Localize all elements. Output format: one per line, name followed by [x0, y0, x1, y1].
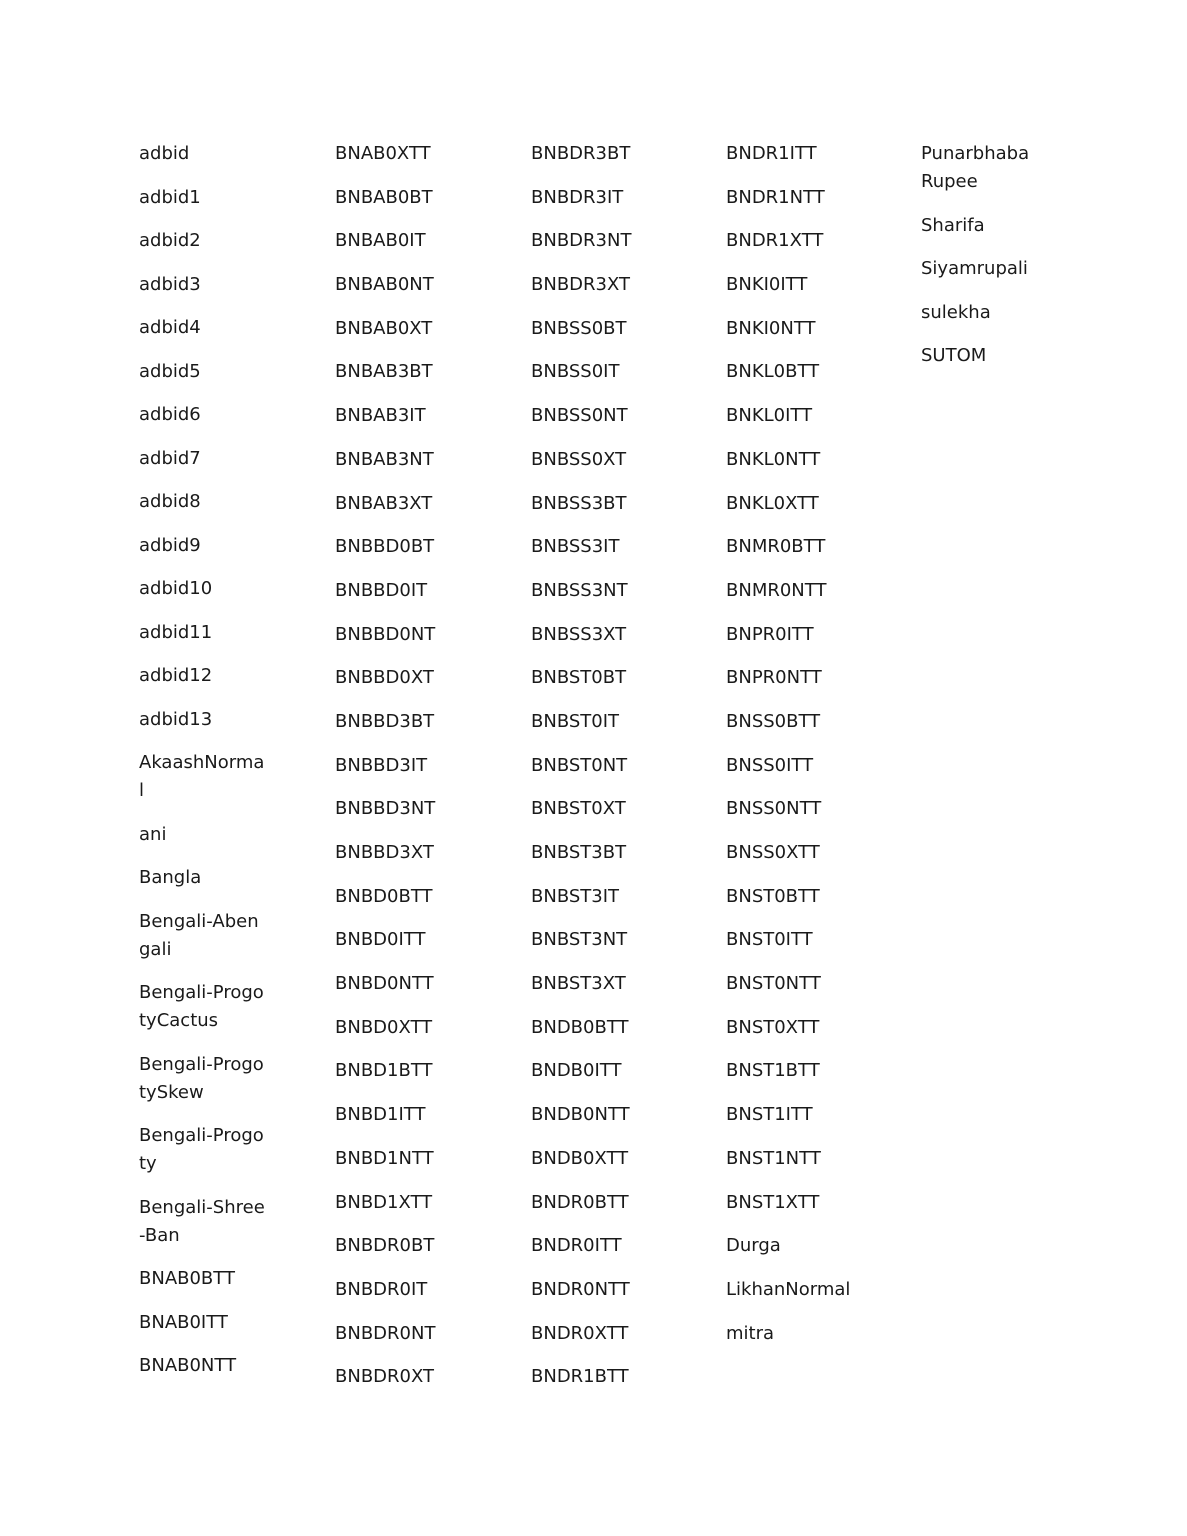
font-name-item: BNDR0ITT [531, 1235, 622, 1257]
font-name-item: BNKI0ITT [726, 274, 808, 296]
font-name-item: BNBAB3IT [335, 405, 426, 427]
font-name-item: adbid3 [139, 273, 201, 295]
font-name-item: BNST1XTT [726, 1191, 820, 1213]
font-name-item: BNBST0BT [531, 667, 627, 689]
font-name-item: BNST0BTT [726, 885, 820, 907]
font-name-item: BNMR0NTT [726, 579, 827, 601]
font-name-item: BNBSS3NT [531, 579, 628, 601]
font-name-item: LikhanNormal [726, 1278, 851, 1300]
font-name-item: BNBBD0BT [335, 536, 435, 558]
font-name-item: BNKI0NTT [726, 317, 816, 339]
font-name-item: BNAB0ITT [139, 1311, 228, 1333]
font-name-item: BNDB0ITT [531, 1060, 622, 1082]
font-name-item: BNBAB3XT [335, 492, 433, 514]
font-name-item: AkaashNormal [139, 752, 265, 801]
font-name-item: BNBDR3IT [531, 186, 624, 208]
font-name-item: BNBST0IT [531, 710, 620, 732]
font-name-item: BNBD1XTT [335, 1191, 433, 1213]
font-name-item: BNKL0NTT [726, 448, 821, 470]
font-name-item: adbid [139, 143, 190, 164]
font-name-item: BNBBD0NT [335, 623, 436, 645]
font-column-1 [139, 140, 267, 1396]
font-name-item: BNKL0XTT [726, 492, 819, 514]
font-name-item: BNBAB3NT [335, 448, 434, 470]
font-name-item: BNBST3IT [531, 885, 620, 907]
font-name-item: BNKL0BTT [726, 361, 820, 383]
font-name-item: Bangla [139, 867, 202, 888]
font-name-item: BNBAB0XT [335, 317, 433, 339]
font-name-item: BNST1ITT [726, 1104, 813, 1126]
font-name-item: Sharifa [921, 214, 985, 236]
font-name-item: BNBBD0IT [335, 579, 428, 601]
font-name-item: BNDR1XTT [726, 230, 824, 252]
font-name-item: BNDR1ITT [726, 143, 817, 164]
font-name-item: BNSS0ITT [726, 754, 814, 776]
font-name-item: BNST0NTT [726, 973, 821, 995]
font-name-item: BNBBD0XT [335, 667, 434, 689]
font-name-item: BNBD0XTT [335, 1016, 433, 1038]
font-name-item: BNBSS0BT [531, 317, 627, 339]
font-name-item: BNAB0BTT [139, 1268, 235, 1289]
font-name-item: BNBSS3XT [531, 623, 627, 645]
font-name-item: BNBSS3BT [531, 492, 627, 514]
font-name-item: BNST1BTT [726, 1060, 820, 1082]
font-name-item: BNBSS3IT [531, 536, 620, 558]
font-name-item: BNBAB0NT [335, 274, 434, 296]
font-name-item: BNBST0NT [531, 754, 628, 776]
font-name-item: adbid7 [139, 447, 201, 469]
font-name-item: BNBDR0BT [335, 1235, 435, 1257]
font-name-item: BNST1NTT [726, 1147, 821, 1169]
font-name-item: BNBST3BT [531, 842, 627, 863]
font-name-item: BNDB0NTT [531, 1104, 630, 1126]
font-name-item: BNBBD3BT [335, 710, 435, 732]
font-name-item: BNBAB0BT [335, 186, 433, 208]
font-name-item: BNSS0XTT [726, 842, 820, 863]
font-name-item: BNDR0BTT [531, 1191, 629, 1213]
font-name-item: BNDR1BTT [531, 1366, 629, 1388]
font-name-item: BNDR1NTT [726, 186, 825, 208]
font-name-item: BNBD1BTT [335, 1060, 433, 1082]
font-name-item: BNBD1ITT [335, 1104, 426, 1126]
font-name-item: BNBD0ITT [335, 929, 426, 951]
font-name-item: adbid13 [139, 708, 213, 730]
font-name-item: adbid12 [139, 665, 213, 686]
font-name-item: BNSS0NTT [726, 798, 822, 820]
font-name-item: BNMR0BTT [726, 536, 826, 558]
font-name-item: BNBDR0XT [335, 1366, 434, 1388]
font-column-2 [335, 140, 495, 1407]
font-name-item: BNBDR3NT [531, 230, 632, 252]
font-name-item: adbid1 [139, 186, 201, 208]
font-name-item: adbid6 [139, 404, 201, 425]
font-name-item: Bengali-ProgotySkew [139, 1053, 264, 1103]
font-name-item: BNDR0NTT [531, 1278, 630, 1300]
font-name-item: adbid2 [139, 230, 201, 251]
font-name-item: adbid9 [139, 534, 201, 556]
font-name-item: BNBST3NT [531, 929, 628, 951]
font-name-item: BNBDR0NT [335, 1322, 436, 1344]
font-name-item: BNDB0XTT [531, 1147, 629, 1169]
font-name-item: BNSS0BTT [726, 710, 821, 732]
font-name-item: Bengali-Progoty [139, 1125, 264, 1174]
font-name-item: BNST0ITT [726, 929, 813, 951]
font-name-item: BNBAB0IT [335, 230, 426, 252]
font-name-item: Bengali-Abengali [139, 910, 259, 960]
font-name-item: SUTOM [921, 345, 987, 366]
font-name-item: BNBAB3BT [335, 361, 433, 383]
font-name-item: BNBBD3IT [335, 754, 428, 776]
font-name-item: BNST0XTT [726, 1016, 820, 1038]
font-name-item: Durga [726, 1235, 781, 1257]
font-name-item: BNDR0XTT [531, 1322, 629, 1344]
font-name-item: BNBBD3XT [335, 842, 434, 863]
font-name-item: BNBD0NTT [335, 973, 434, 995]
font-name-item: adbid4 [139, 317, 201, 338]
font-column-4 [726, 140, 886, 1363]
font-name-item: BNBDR0IT [335, 1278, 428, 1300]
font-name-item: ani [139, 823, 167, 845]
font-name-item: BNBD0BTT [335, 885, 433, 907]
font-name-item: BNBD1NTT [335, 1147, 434, 1169]
font-name-item: sulekha [921, 301, 991, 323]
font-name-item: adbid8 [139, 491, 201, 512]
font-name-item: adbid11 [139, 621, 213, 643]
font-name-item: BNBBD3NT [335, 798, 436, 820]
font-column-3 [531, 140, 691, 1407]
font-name-item: BNPR0NTT [726, 667, 822, 689]
font-name-item: Bengali-ProgotyCactus [139, 982, 264, 1031]
font-name-item: Punarbhaba Rupee [921, 143, 1030, 192]
font-name-item: BNDB0BTT [531, 1016, 629, 1038]
font-name-item: BNBST3XT [531, 973, 626, 995]
font-name-item: Bengali-Shree-Ban [139, 1196, 265, 1246]
font-name-item: BNBSS0IT [531, 361, 620, 383]
font-name-item: BNBSS0NT [531, 405, 628, 427]
font-name-item: adbid5 [139, 360, 201, 382]
font-name-item: Siyamrupali [921, 258, 1028, 279]
font-name-item: BNBST0XT [531, 798, 626, 820]
font-name-item: BNAB0XTT [335, 143, 431, 164]
font-name-item: mitra [726, 1322, 775, 1344]
font-name-item: BNBDR3XT [531, 274, 630, 296]
font-name-item: adbid10 [139, 578, 213, 599]
font-column-5 [921, 140, 1041, 386]
font-name-item: BNBSS0XT [531, 448, 627, 470]
font-name-item: BNAB0NTT [139, 1355, 237, 1376]
font-name-item: BNKL0ITT [726, 405, 813, 427]
font-name-item: BNBDR3BT [531, 143, 631, 164]
font-name-item: BNPR0ITT [726, 623, 814, 645]
